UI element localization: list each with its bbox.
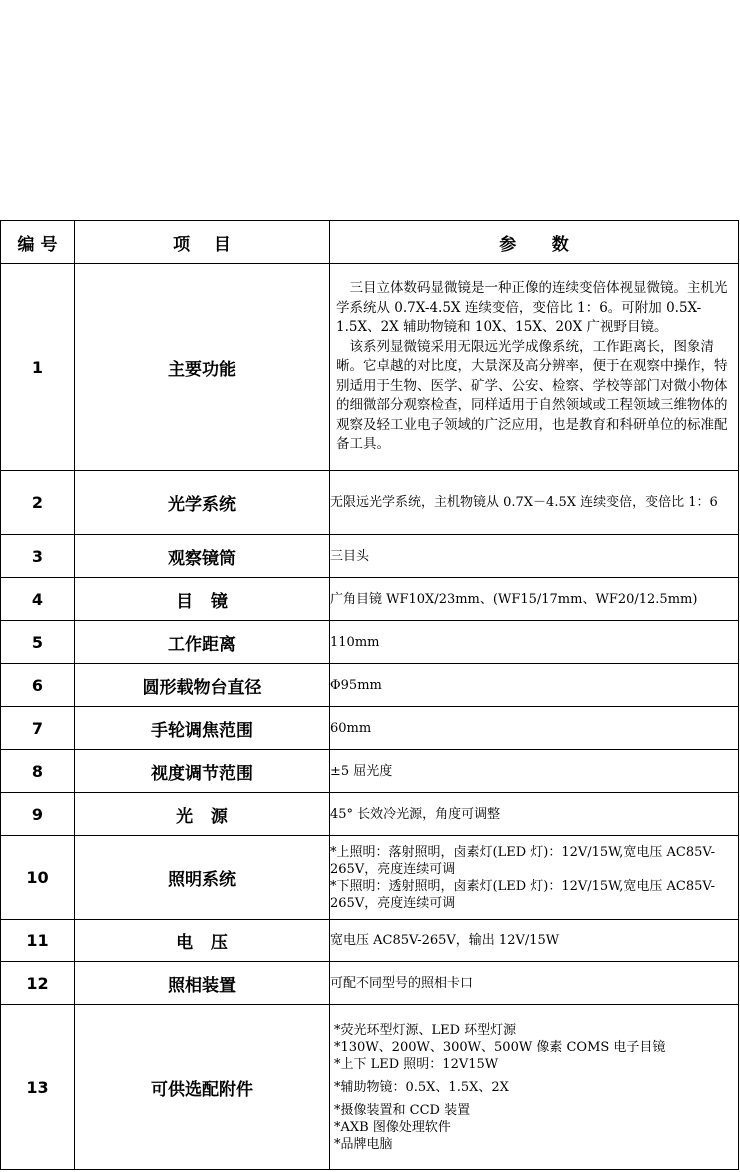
row-item: 观察镜筒 xyxy=(75,535,330,578)
row-param: 宽电压 AC85V-265V，输出 12V/15W xyxy=(330,920,739,962)
row-number: 4 xyxy=(1,578,75,621)
param-line: *摄像装置和 CCD 装置 xyxy=(334,1102,471,1118)
row-item: 工作距离 xyxy=(75,621,330,664)
row-number: 10 xyxy=(1,836,75,920)
row-item: 圆形载物台直径 xyxy=(75,664,330,707)
row-param xyxy=(330,1005,739,1170)
table-row xyxy=(1,535,739,578)
param-line: *下照明：透射照明，卤素灯(LED 灯)：12V/15W,宽电压 AC85V-265V，亮度连续可调 xyxy=(330,878,715,911)
row-number: 8 xyxy=(1,750,75,793)
row-number: 7 xyxy=(1,707,75,750)
row-item: 电 压 xyxy=(75,920,330,962)
table-row xyxy=(1,836,739,920)
row-param: 110mm xyxy=(330,621,739,664)
spec-table xyxy=(0,220,739,1170)
row-param: 45° 长效冷光源，角度可调整 xyxy=(330,793,739,836)
row-number: 6 xyxy=(1,664,75,707)
param-line: *130W、200W、300W、500W 像素 COMS 电子目镜 xyxy=(334,1039,666,1055)
row-number: 1 xyxy=(1,264,75,471)
param-line: *上下 LED 照明：12V15W xyxy=(334,1056,499,1072)
table-row xyxy=(1,471,739,535)
row-item: 光 源 xyxy=(75,793,330,836)
row-param xyxy=(330,264,739,471)
table-row xyxy=(1,664,739,707)
header-param: 参 数 xyxy=(330,221,739,264)
row-param: ±5 屈光度 xyxy=(330,750,739,793)
param-line: *AXB 图像处理软件 xyxy=(334,1119,451,1135)
row-item: 光学系统 xyxy=(75,471,330,535)
row-item: 手轮调焦范围 xyxy=(75,707,330,750)
row-item: 照相装置 xyxy=(75,962,330,1005)
param-line: *荧光环型灯源、LED 环型灯源 xyxy=(334,1022,517,1038)
row-param: 广角目镜 WF10X/23mm、(WF15/17mm、WF20/12.5mm) xyxy=(330,578,739,621)
row-number: 9 xyxy=(1,793,75,836)
row-param: 无限远光学系统，主机物镜从 0.7X－4.5X 连续变倍，变倍比 1：6 xyxy=(330,471,739,535)
row-number: 11 xyxy=(1,920,75,962)
param-paragraph: 该系列显微镜采用无限远光学成像系统，工作距离长，图象清晰。它卓越的对比度，大景深及高分辨率，便于在观察中操作，特别适用于生物、医学、矿学、公安、检察、学校等部门对微小物体的细微部分观察检查，同样适用于自然领域或工程领域三维物体的观察及轻工业电子领域的广泛应用，也是教育和科研单位的标准配备工具。 xyxy=(336,338,728,453)
row-item: 视度调节范围 xyxy=(75,750,330,793)
table-row xyxy=(1,793,739,836)
table-row xyxy=(1,920,739,962)
row-param: Φ95mm xyxy=(330,664,739,707)
table-row xyxy=(1,962,739,1005)
row-item: 主要功能 xyxy=(75,264,330,471)
header-item: 项 目 xyxy=(75,221,330,264)
table-row xyxy=(1,750,739,793)
row-item: 目 镜 xyxy=(75,578,330,621)
table-row xyxy=(1,578,739,621)
row-number: 13 xyxy=(1,1005,75,1170)
table-row xyxy=(1,1005,739,1170)
table-row xyxy=(1,621,739,664)
row-number: 3 xyxy=(1,535,75,578)
row-param: 60mm xyxy=(330,707,739,750)
param-line: *上照明：落射照明，卤素灯(LED 灯)：12V/15W,宽电压 AC85V-265V，亮度连续可调 xyxy=(330,844,715,877)
param-line: *品牌电脑 xyxy=(334,1136,393,1152)
param-line: *辅助物镜：0.5X、1.5X、2X xyxy=(334,1079,509,1095)
row-param: 可配不同型号的照相卡口 xyxy=(330,962,739,1005)
header-number: 编 号 xyxy=(1,221,75,264)
row-param xyxy=(330,836,739,920)
row-number: 5 xyxy=(1,621,75,664)
table-row xyxy=(1,707,739,750)
row-number: 12 xyxy=(1,962,75,1005)
row-item: 可供选配附件 xyxy=(75,1005,330,1170)
row-item: 照明系统 xyxy=(75,836,330,920)
row-param: 三目头 xyxy=(330,535,739,578)
table-header-row xyxy=(1,221,739,264)
param-paragraph: 三目立体数码显微镜是一种正像的连续变倍体视显微镜。主机光学系统从 0.7X-4.5X 连续变倍，变倍比 1：6。可附加 0.5X-1.5X、2X 辅助物镜和 10X、15X、20X 广视野目镜。 xyxy=(336,280,728,336)
row-number: 2 xyxy=(1,471,75,535)
table-row xyxy=(1,264,739,471)
